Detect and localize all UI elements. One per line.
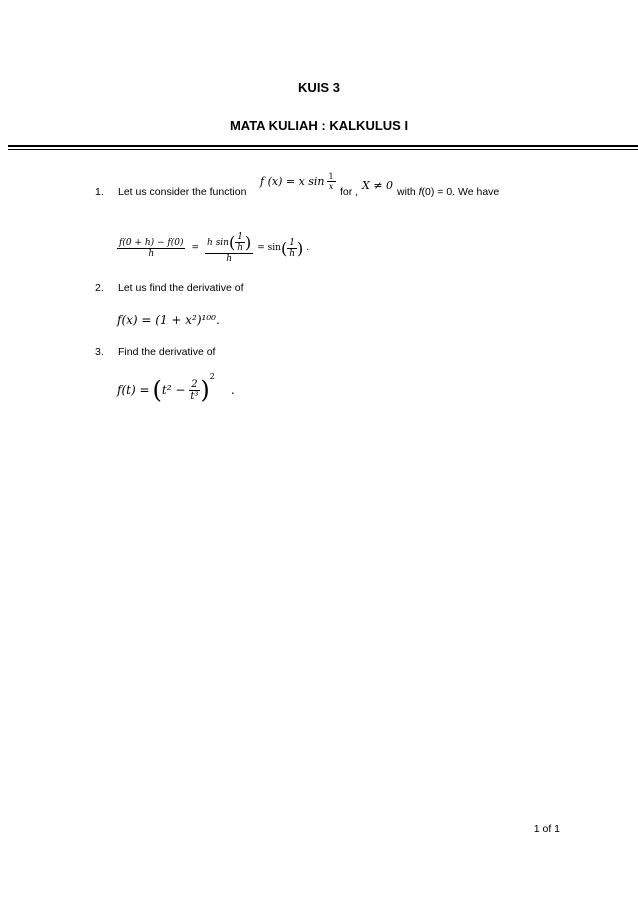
question-2-text: Let us find the derivative of [118, 282, 244, 294]
question-1-with: with f(0) = 0. We have [397, 186, 500, 198]
header-rule [8, 145, 638, 147]
question-1-number: 1. [95, 186, 104, 198]
question-1-for: for , [340, 186, 359, 198]
header-rule-thin [8, 149, 638, 150]
question-3-expression: f(t) = ( t² − $\frac{2}{\text{t³}}$ ) 2 . [117, 372, 235, 404]
question-2-expression: f(x) = (1 + x²)¹⁰⁰. [117, 313, 220, 327]
document-title: KUIS 3 [298, 80, 340, 95]
course-title: MATA KULIAH : KALKULUS I [229, 118, 409, 133]
question-1-equation: $\frac{f(0 + h) - f(0)}{h}$ = h sin ( $\frac{1}{h}$ ) h = sin ( $\frac{1}{h}$ ) . [119, 232, 310, 264]
question-1-text: Let us consider the function [118, 186, 247, 198]
page-number: 1 of 1 [533, 823, 560, 835]
question-3-number: 3. [95, 346, 104, 358]
question-3-text: Find the derivative of [118, 346, 216, 358]
question-2-number: 2. [95, 282, 104, 294]
question-1-function: f (x) = x sin $\frac{1}{x}$ [260, 172, 334, 191]
question-1-condition: X ≠ 0 [362, 179, 394, 192]
